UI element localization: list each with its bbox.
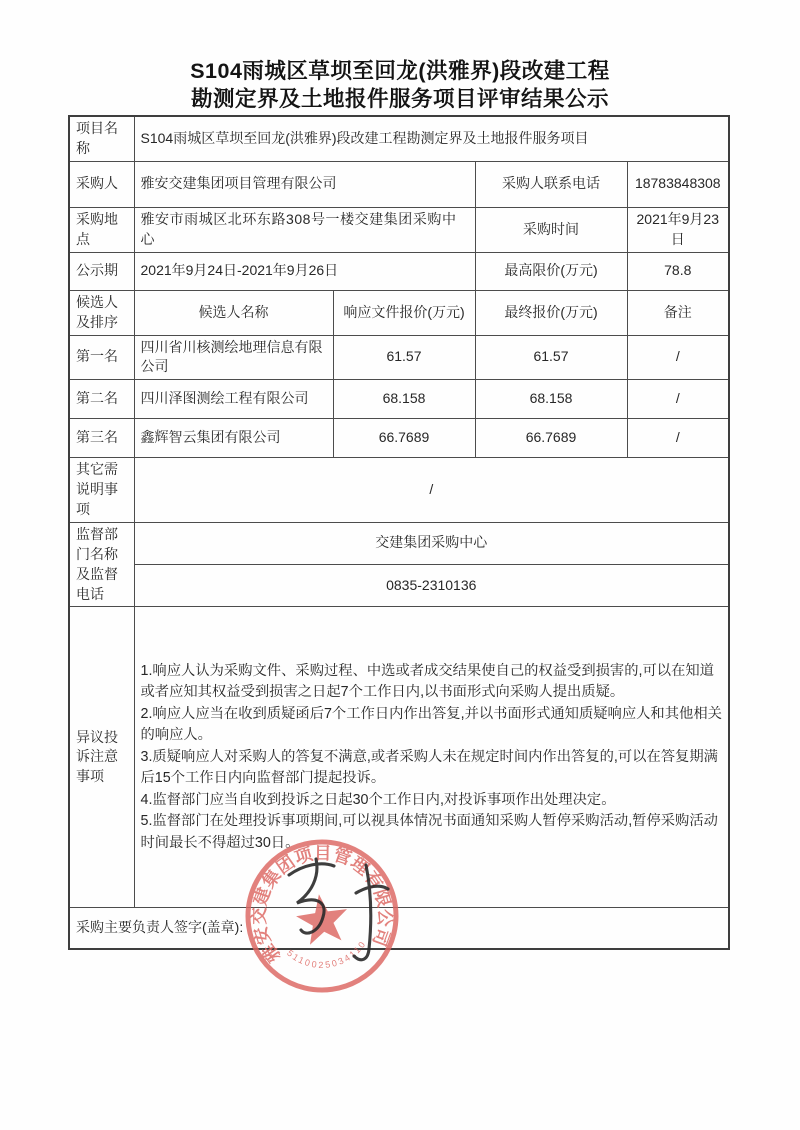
- candidate-doc-price: 68.158: [333, 380, 475, 419]
- candidate-row: [69, 419, 729, 458]
- row-other-notes: [69, 458, 729, 523]
- title-line-1: S104雨城区草坝至回龙(洪雅界)段改建工程: [190, 59, 610, 83]
- row-publicity: [69, 252, 729, 290]
- supervision-department: 交建集团采购中心: [134, 522, 729, 564]
- project-name-value: S104雨城区草坝至回龙(洪雅界)段改建工程勘测定界及土地报件服务项目: [134, 116, 729, 161]
- header-final-price: 最终报价(万元): [475, 290, 627, 335]
- location-value: 雅安市雨城区北环东路308号一楼交建集团采购中心: [134, 207, 475, 252]
- max-price-label: 最高限价(万元): [475, 252, 627, 290]
- candidate-final-price: 61.57: [475, 335, 627, 380]
- purchaser-label: 采购人: [69, 161, 134, 207]
- publicity-value: 2021年9月24日-2021年9月26日: [134, 252, 475, 290]
- title-line-2: 勘测定界及土地报件服务项目评审结果公示: [190, 87, 609, 111]
- row-location: [69, 207, 729, 252]
- candidate-rank: 第二名: [69, 380, 134, 419]
- max-price-value: 78.8: [627, 252, 729, 290]
- supervision-phone: 0835-2310136: [134, 564, 729, 607]
- candidate-name: 四川泽图测绘工程有限公司: [134, 380, 333, 419]
- objection-item: 2.响应人应当在收到质疑函后7个工作日内作出答复,并以书面形式通知质疑响应人和其他相关的响应人。: [140, 705, 722, 744]
- purchaser-phone-value: 18783848308: [627, 161, 729, 207]
- candidate-doc-price: 61.57: [333, 335, 475, 380]
- candidate-name: 鑫辉智云集团有限公司: [134, 419, 333, 458]
- candidate-final-price: 66.7689: [475, 419, 627, 458]
- location-label: 采购地点: [69, 207, 134, 252]
- header-candidate-name: 候选人名称: [134, 290, 333, 335]
- header-note: 备注: [627, 290, 729, 335]
- purchaser-phone-label: 采购人联系电话: [475, 161, 627, 207]
- candidate-rank: 第一名: [69, 335, 134, 380]
- candidate-row: [69, 380, 729, 419]
- row-candidates-header: [69, 290, 729, 335]
- purchase-time-label: 采购时间: [475, 207, 627, 252]
- document-title: [0, 57, 800, 113]
- project-name-label: 项目名称: [69, 116, 134, 161]
- seal-company-text: 雅安交建集团项目管理有限公司: [248, 842, 396, 967]
- candidate-row: [69, 335, 729, 380]
- purchaser-value: 雅安交建集团项目管理有限公司: [134, 161, 475, 207]
- purchase-time-value: 2021年9月23日: [627, 207, 729, 252]
- announcement-table: [68, 115, 730, 950]
- objection-item: 1.响应人认为采购文件、采购过程、中选或者成交结果使自己的权益受到损害的,可以在知道或者应知其权益受到损害之日起7个工作日内,以书面形式向采购人提出质疑。: [140, 662, 714, 701]
- objection-item: 3.质疑响应人对采购人的答复不满意,或者采购人未在规定时间内作出答复的,可以在答复期满后15个工作日内向监督部门提起投诉。: [140, 748, 718, 787]
- objection-item: 5.监督部门在处理投诉事项期间,可以视具体情况书面通知采购人暂停采购活动,暂停采购活动时间最长不得超过30日。: [140, 813, 718, 851]
- row-supervision-dept: [69, 522, 729, 564]
- candidate-note: /: [627, 380, 729, 419]
- supervision-label: 监督部门名称及监督电话: [69, 522, 134, 607]
- row-signature: [69, 908, 729, 949]
- candidate-name: 四川省川核测绘地理信息有限公司: [134, 335, 333, 380]
- objection-label: 异议投诉注意事项: [69, 607, 134, 908]
- publicity-label: 公示期: [69, 252, 134, 290]
- row-purchaser: [69, 161, 729, 207]
- candidate-note: /: [627, 419, 729, 458]
- seal-number-text: 5110025034110: [285, 938, 369, 970]
- signature-line-label: 采购主要负责人签字(盖章):: [69, 908, 729, 949]
- other-notes-value: /: [134, 458, 729, 523]
- other-notes-label: 其它需说明事项: [69, 458, 134, 523]
- objection-item: 4.监督部门应当自收到投诉之日起30个工作日内,对投诉事项作出处理决定。: [140, 791, 616, 808]
- row-supervision-phone: [69, 564, 729, 607]
- objection-content: [134, 607, 729, 908]
- header-rank: 候选人及排序: [69, 290, 134, 335]
- candidate-note: /: [627, 335, 729, 380]
- row-project: [69, 116, 729, 161]
- candidate-doc-price: 66.7689: [333, 419, 475, 458]
- candidate-rank: 第三名: [69, 419, 134, 458]
- header-doc-price: 响应文件报价(万元): [333, 290, 475, 335]
- row-objection: [69, 607, 729, 908]
- candidate-final-price: 68.158: [475, 380, 627, 419]
